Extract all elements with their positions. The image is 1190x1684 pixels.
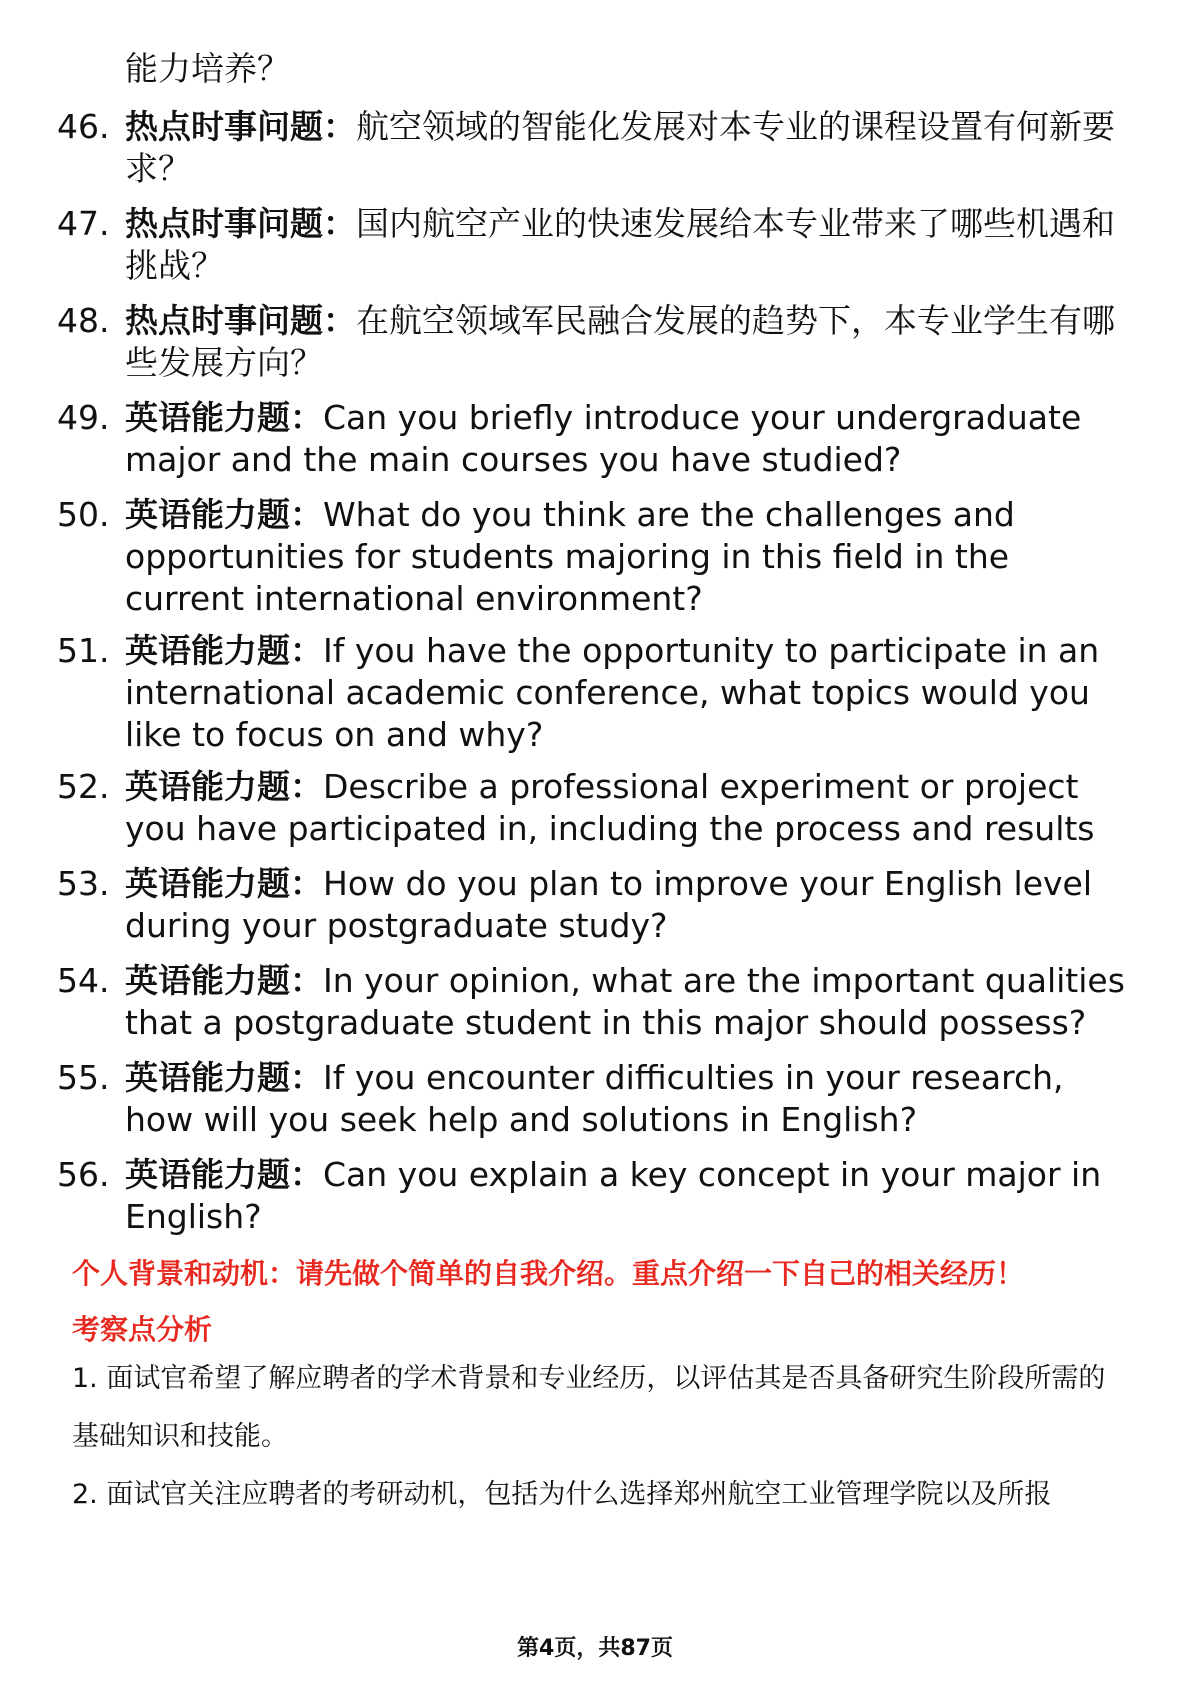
question-number: 50. [57,495,110,534]
question-number: 53. [57,864,110,903]
question-number: 47. [57,204,110,243]
question-item [57,397,1137,481]
question-item [57,766,1137,850]
question-tag: 英语能力题： [125,767,323,806]
question-number: 46. [57,107,110,146]
question-item [57,106,1137,190]
question-item [57,960,1137,1044]
question-tag: 英语能力题： [125,631,323,670]
question-tag: 热点时事问题： [125,204,356,243]
question-number: 48. [57,301,110,340]
question-tag: 英语能力题： [125,398,323,437]
question-item [57,630,1137,756]
question-text: Can you explain a key concept in your major in English? [125,1155,1102,1236]
analysis-point: 2. 面试官关注应聘者的考研动机，包括为什么选择郑州航空工业管理学院以及所报 [72,1479,1052,1510]
question-item [57,300,1137,384]
section-subheading: 考察点分析 [72,1313,213,1346]
question-item [57,203,1137,287]
question-item [57,1057,1137,1141]
question-text: Can you briefly introduce your undergraduate major and the main courses you have studied? [125,398,1082,479]
question-tag: 英语能力题： [125,864,323,903]
question-item [57,863,1137,947]
question-text: If you encounter difficulties in your research, how will you seek help and solutions in English? [125,1058,1064,1139]
question-text: How do you plan to improve your English level during your postgraduate study? [125,864,1093,945]
question-text: 航空领域的智能化发展对本专业的课程设置有何新要求？ [125,107,1115,188]
section-heading: 个人背景和动机：请先做个简单的自我介绍。重点介绍一下自己的相关经历！ [72,1257,1025,1290]
question-tag: 英语能力题： [125,961,323,1000]
question-number: 56. [57,1155,110,1194]
question-text: What do you think are the challenges and opportunities for students majoring in this field in the current international environment? [125,495,1015,618]
question-tag: 英语能力题： [125,495,323,534]
question-text: Describe a professional experiment or project you have participated in, including the process and results [125,767,1095,848]
question-tag: 热点时事问题： [125,301,356,340]
question-text: If you have the opportunity to participate in an international academic conference, what topics would you like to focus on and why? [125,631,1100,754]
question-tag: 英语能力题： [125,1058,323,1097]
question-text: In your opinion, what are the important qualities that a postgraduate student in this major should possess? [125,961,1125,1042]
watermark: ​ [268,737,412,837]
question-text: 在航空领域军民融合发展的趋势下，本专业学生有哪些发展方向？ [125,301,1115,382]
question-number: 49. [57,398,110,437]
question-tag: 热点时事问题： [125,107,356,146]
question-item [57,494,1137,620]
question-text: 国内航空产业的快速发展给本专业带来了哪些机遇和挑战？ [125,204,1115,285]
analysis-point: 1. 面试官希望了解应聘者的学术背景和专业经历，以评估其是否具备研究生阶段所需的基础知识和技能。 [72,1363,1106,1452]
question-number: 52. [57,767,110,806]
question-continuation: 能力培养？ [125,49,290,88]
question-number: 55. [57,1058,110,1097]
question-tag: 英语能力题： [125,1155,323,1194]
page-footer: 第4页，共87页 [517,1636,673,1661]
question-number: 54. [57,961,110,1000]
question-number: 51. [57,631,110,670]
question-item [57,1154,1137,1238]
